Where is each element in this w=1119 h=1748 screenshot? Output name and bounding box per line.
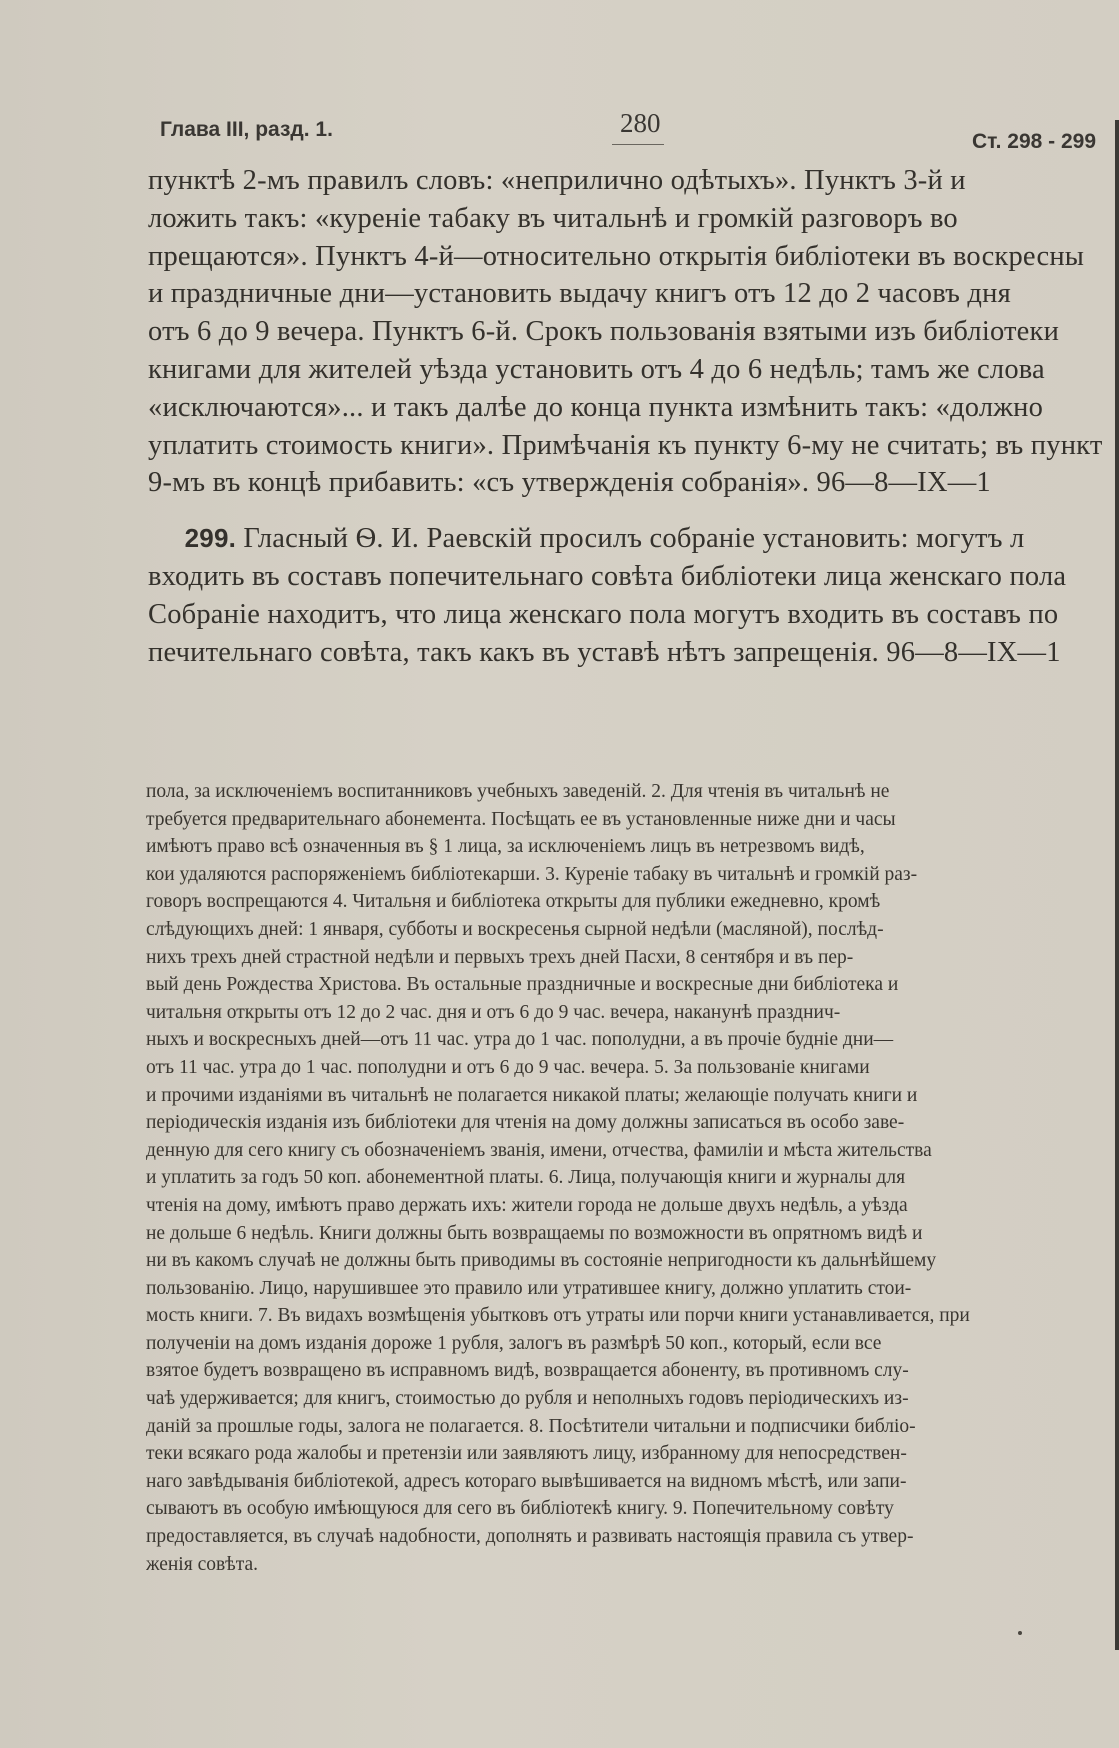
section-299-first-line [148,520,1119,558]
footnote-line: теки всякаго рода жалобы и претензіи или заявляютъ лицу, избранному для непосредствен- [146,1443,907,1465]
paragraph-gap [148,502,1119,520]
page-number: 280 [620,108,661,138]
footnote-line: и уплатить за годъ 50 коп. абонементной платы. 6. Лица, получающія книги и журналы для [146,1167,906,1189]
section-number: 299. [184,523,237,554]
footnote-line: чтенія на дому, имѣютъ право держать ихъ: жители города не дольше двухъ недѣль, а уѣзда [146,1194,908,1216]
footnote-line: не дольше 6 недѣль. Книги должны быть возвращаемы по возможности въ опрятномъ видѣ и [146,1222,923,1244]
section-line: Собраніе находитъ, что лица женскаго пола могутъ входить въ составъ по [148,598,1059,630]
footnote-line: имѣютъ право всѣ означенныя въ § 1 лица, за исключеніемъ лицъ въ нетрезвомъ видѣ, [146,836,865,858]
main-text [148,162,1119,671]
footnote-line: читальня открыты отъ 12 до 2 час. дня и отъ 6 до 9 час. вечера, наканунѣ празднич- [146,1001,841,1023]
footnote-line: и прочими изданіями въ читальнѣ не полагается никакой платы; желающіе получать книги и [146,1084,918,1106]
main-line: книгами для жителей уѣзда установить отъ 4 до 6 недѣль; тамъ же слова [148,353,1045,385]
footnote-line: ныхъ и воскресныхъ дней—отъ 11 час. утра до 1 час. пополудни, а въ прочіе будніе дни— [146,1029,894,1051]
main-line: пунктѣ 2-мъ правилъ словъ: «неприлично одѣтыхъ». Пунктъ 3-й и [148,165,966,196]
footnote-line: сываютъ въ особую имѣющуюся для сего въ библіотекѣ книгу. 9. Попечительному совѣту [146,1498,894,1520]
section-line: печительнаго совѣта, такъ какъ въ уставѣ нѣтъ запрещенія. 96—8—IX—1 [148,636,1061,668]
footnote-line: требуется предварительнаго абонемента. Посѣщать ее въ установленные ниже дни и часы [146,808,896,830]
main-line: «исключаются»... и такъ далѣе до конца пункта измѣнить такъ: «должно [148,391,1044,423]
main-line: прещаются». Пунктъ 4-й—относительно открытія библіотеки въ воскресны [148,240,1085,272]
footnote-line: говоръ воспрещаются 4. Читальня и библіотека открыты для публики ежедневно, кромѣ [146,891,881,913]
section-line: входить въ составъ попечительнаго совѣта библіотеки лица женскаго пола [148,560,1067,592]
footnote-line: взятое будетъ возвращено въ исправномъ видѣ, возвращается абоненту, въ противномъ слу- [146,1360,909,1382]
footnote-line: предоставляется, въ случаѣ надобности, дополнять и развивать настоящія правила съ утвер- [146,1526,914,1548]
stray-dot-mark [1018,1631,1022,1635]
footnote-line: кои удаляются распоряженіемъ библіотекарши. 3. Куреніе табаку въ читальнѣ и громкій раз- [146,863,918,885]
footnote-line: наго завѣдыванія библіотекой, адресъ котораго вывѣшивается на видномъ мѣстѣ, или запи- [146,1470,907,1492]
footnote [146,778,1119,1578]
main-line: отъ 6 до 9 вечера. Пунктъ 6-й. Срокъ пользованія взятыми изъ библіотеки [148,316,1060,348]
footnote-line: вый день Рождества Христова. Въ остальные праздничные и воскресные дни библіотека и [146,974,899,996]
footnote-line: ни въ какомъ случаѣ не должны быть приводимы въ состояніе непригодности къ дальнѣйшему [146,1250,937,1272]
main-line: уплатить стоимость книги». Примѣчанія къ пункту 6-му не считать; въ пункт [148,429,1103,461]
footnote-line: чаѣ удерживается; для книгъ, стоимостью до рубля и неполныхъ годовъ періодическихъ из- [146,1388,909,1410]
page-number-rule [612,144,664,145]
main-line: ложить такъ: «куреніе табаку въ читальнѣ и громкій разговоръ во [148,202,958,234]
footnote-line: денную для сего книгу съ обозначеніемъ званія, имени, отчества, фамиліи и мѣста жительства [146,1139,932,1161]
footnote-line: женія совѣта. [146,1553,259,1575]
footnote-line: отъ 11 час. утра до 1 час. пополудни и отъ 6 до 9 час. вечера. 5. За пользованіе книгами [146,1056,870,1078]
running-head-articles: Ст. 298 - 299 [972,130,1097,153]
footnote-line: пользованію. Лицо, нарушившее это правило или утратившее книгу, должно уплатить стои- [146,1277,912,1299]
footnote-line: слѣдующихъ дней: 1 января, субботы и воскресенья сырной недѣли (масляной), послѣд- [146,918,884,940]
running-head-chapter: Глава III, разд. 1. [160,118,333,141]
main-line: и праздничные дни—установить выдачу книгъ отъ 12 до 2 часовъ дня [148,278,1011,310]
footnote-line: мость книги. 7. Въ видахъ возмѣщенія убытковъ отъ утраты или порчи книги устанавливается, при [146,1305,970,1327]
main-line: 9-мъ въ концѣ прибавить: «съ утвержденія собранія». 96—8—IX—1 [148,467,991,499]
footnote-line: пола, за исключеніемъ воспитанниковъ учебныхъ заведеній. 2. Для чтенія въ читальнѣ не [146,781,890,802]
footnote-line: даній за прошлые годы, залога не полагается. 8. Посѣтители читальни и подписчики библіо- [146,1415,916,1437]
page-edge-shadow [1115,120,1119,1650]
footnote-line: періодическія изданія изъ библіотеки для чтенія на дому должны записаться въ особо заве- [146,1112,905,1134]
footnote-line: полученіи на домъ изданія дороже 1 рубля, залогъ въ размѣрѣ 50 коп., который, если все [146,1332,882,1354]
section-line: Гласный Ѳ. И. Раевскій просилъ собраніе установить: могутъ л [236,523,1025,555]
footnote-line: нихъ трехъ дней страстной недѣли и первыхъ трехъ дней Пасхи, 8 сентября и въ пер- [146,946,854,968]
